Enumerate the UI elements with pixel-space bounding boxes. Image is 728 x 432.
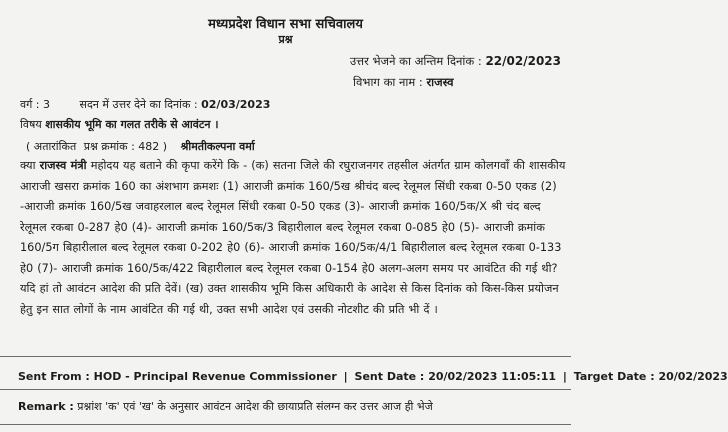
subject-value: शासकीय भूमि का गलत तरीके से आवंटन । — [45, 118, 219, 131]
section-divider-mid — [0, 389, 571, 390]
department-label: विभाग का नाम : — [353, 75, 423, 89]
reply-deadline-value: 22/02/2023 — [485, 54, 561, 68]
remark-row — [18, 399, 433, 414]
department-value: राजस्व — [426, 75, 454, 89]
sent-from-label: Sent From : — [18, 370, 90, 383]
department — [353, 75, 454, 90]
remark-value: प्रश्नांश 'क' एवं 'ख' के अनुसार आवंटन आदेश की छायाप्रति संलग्न कर उत्तर आज ही भेजे — [77, 400, 433, 413]
question-number-label: प्रश्न क्रमांक : — [83, 140, 135, 153]
sent-info-row: Sent From : HOD - Principal Revenue Commissioner | Sent Date : 20/02/2023 11:05:11 | Target Date : 20/02/2023 — [18, 370, 728, 383]
question-asker: श्रीमतीकल्पना वर्मा — [180, 140, 255, 153]
document-title: मध्यप्रदेश विधान सभा सचिवालय — [208, 17, 363, 32]
reply-deadline-label: उत्तर भेजने का अन्तिम दिनांक : — [349, 54, 482, 68]
section-divider-top — [0, 356, 571, 357]
question-number-row — [26, 139, 255, 154]
question-number-value: 482 ) — [138, 140, 168, 153]
sent-date-value: 20/02/2023 11:05:11 — [428, 370, 557, 383]
category-label: वर्ग : 3 — [20, 98, 51, 111]
remark-label: Remark : — [18, 400, 74, 413]
reply-deadline — [350, 54, 561, 69]
question-body-text: महोदय यह बताने की कृपा करेंगे कि - (क) सतना जिले की रघुराजनगर तहसील अंतर्गत ग्राम कोलगवाँ की शासकीय आराजी खसरा क्रमांक 160 का अंशभाग क्रमशः (1) आराजी क्रमांक 160/5ख श्रीचंद बल्द रेलूमल सिंधी रकबा 0-50 एकड (2) -आराजी क्रमांक 160/5ख जवाहरलाल बल्द रेलूमल सिंधी रकबा 0-50 एकड (3)- आराजी क्रमांक 160/5क/X श्री चंद बल्द रेलूमल रकबा 0-287 हे0 (4)- आराजी क्रमांक 160/5क/3 बिहारीलाल बल्द रेलूमल रकबा 0-085 हे0 (5)- आराजी क्रमांक 160/5ग बिहारीलाल बल्द रेलूमल रकबा 0-202 हे0 (6)- आराजी क्रमांक 160/5क/4/1 बिहारीलाल बल्द रेलूमल रकबा 0-133 हे0 (7)- आराजी क्रमांक 160/5क/422 बिहारीलाल बल्द रेलूमल रकबा 0-154 हे0 अलग-अलग समय पर आवंटित की गई थी? यदि हां तो आवंटन आदेश की प्रति देवें। (ख) उक्त शासकीय भूमि किस अधिकारी के आदेश से किस दिनांक को किस-किस प्रयोजन हेतु इन सात लोगों के नाम आवंटित की गई थी, उक्त सभी आदेश एवं उसकी नोटशीट की प्रति भी दें । — [20, 159, 566, 316]
meta-row — [20, 97, 270, 112]
subject-row — [20, 117, 219, 132]
question-body-lead: क्या — [20, 159, 36, 172]
subject-label: विषय — [20, 118, 42, 131]
sent-date-label: Sent Date : — [354, 370, 425, 383]
house-reply-date-value: 02/03/2023 — [201, 98, 271, 111]
sent-from-value: HOD - Principal Revenue Commissioner — [93, 370, 337, 383]
section-divider-bottom — [0, 424, 571, 425]
question-body — [20, 156, 568, 320]
question-body-minister: राजस्व मंत्री — [39, 159, 87, 172]
document-subtitle: प्रश्न — [278, 33, 293, 46]
question-type: ( अतारांकित — [26, 140, 77, 153]
target-date-value: 20/02/2023 — [658, 370, 728, 383]
house-reply-date-label: सदन में उत्तर देने का दिनांक : — [79, 98, 198, 111]
target-date-label: Target Date : — [573, 370, 655, 383]
